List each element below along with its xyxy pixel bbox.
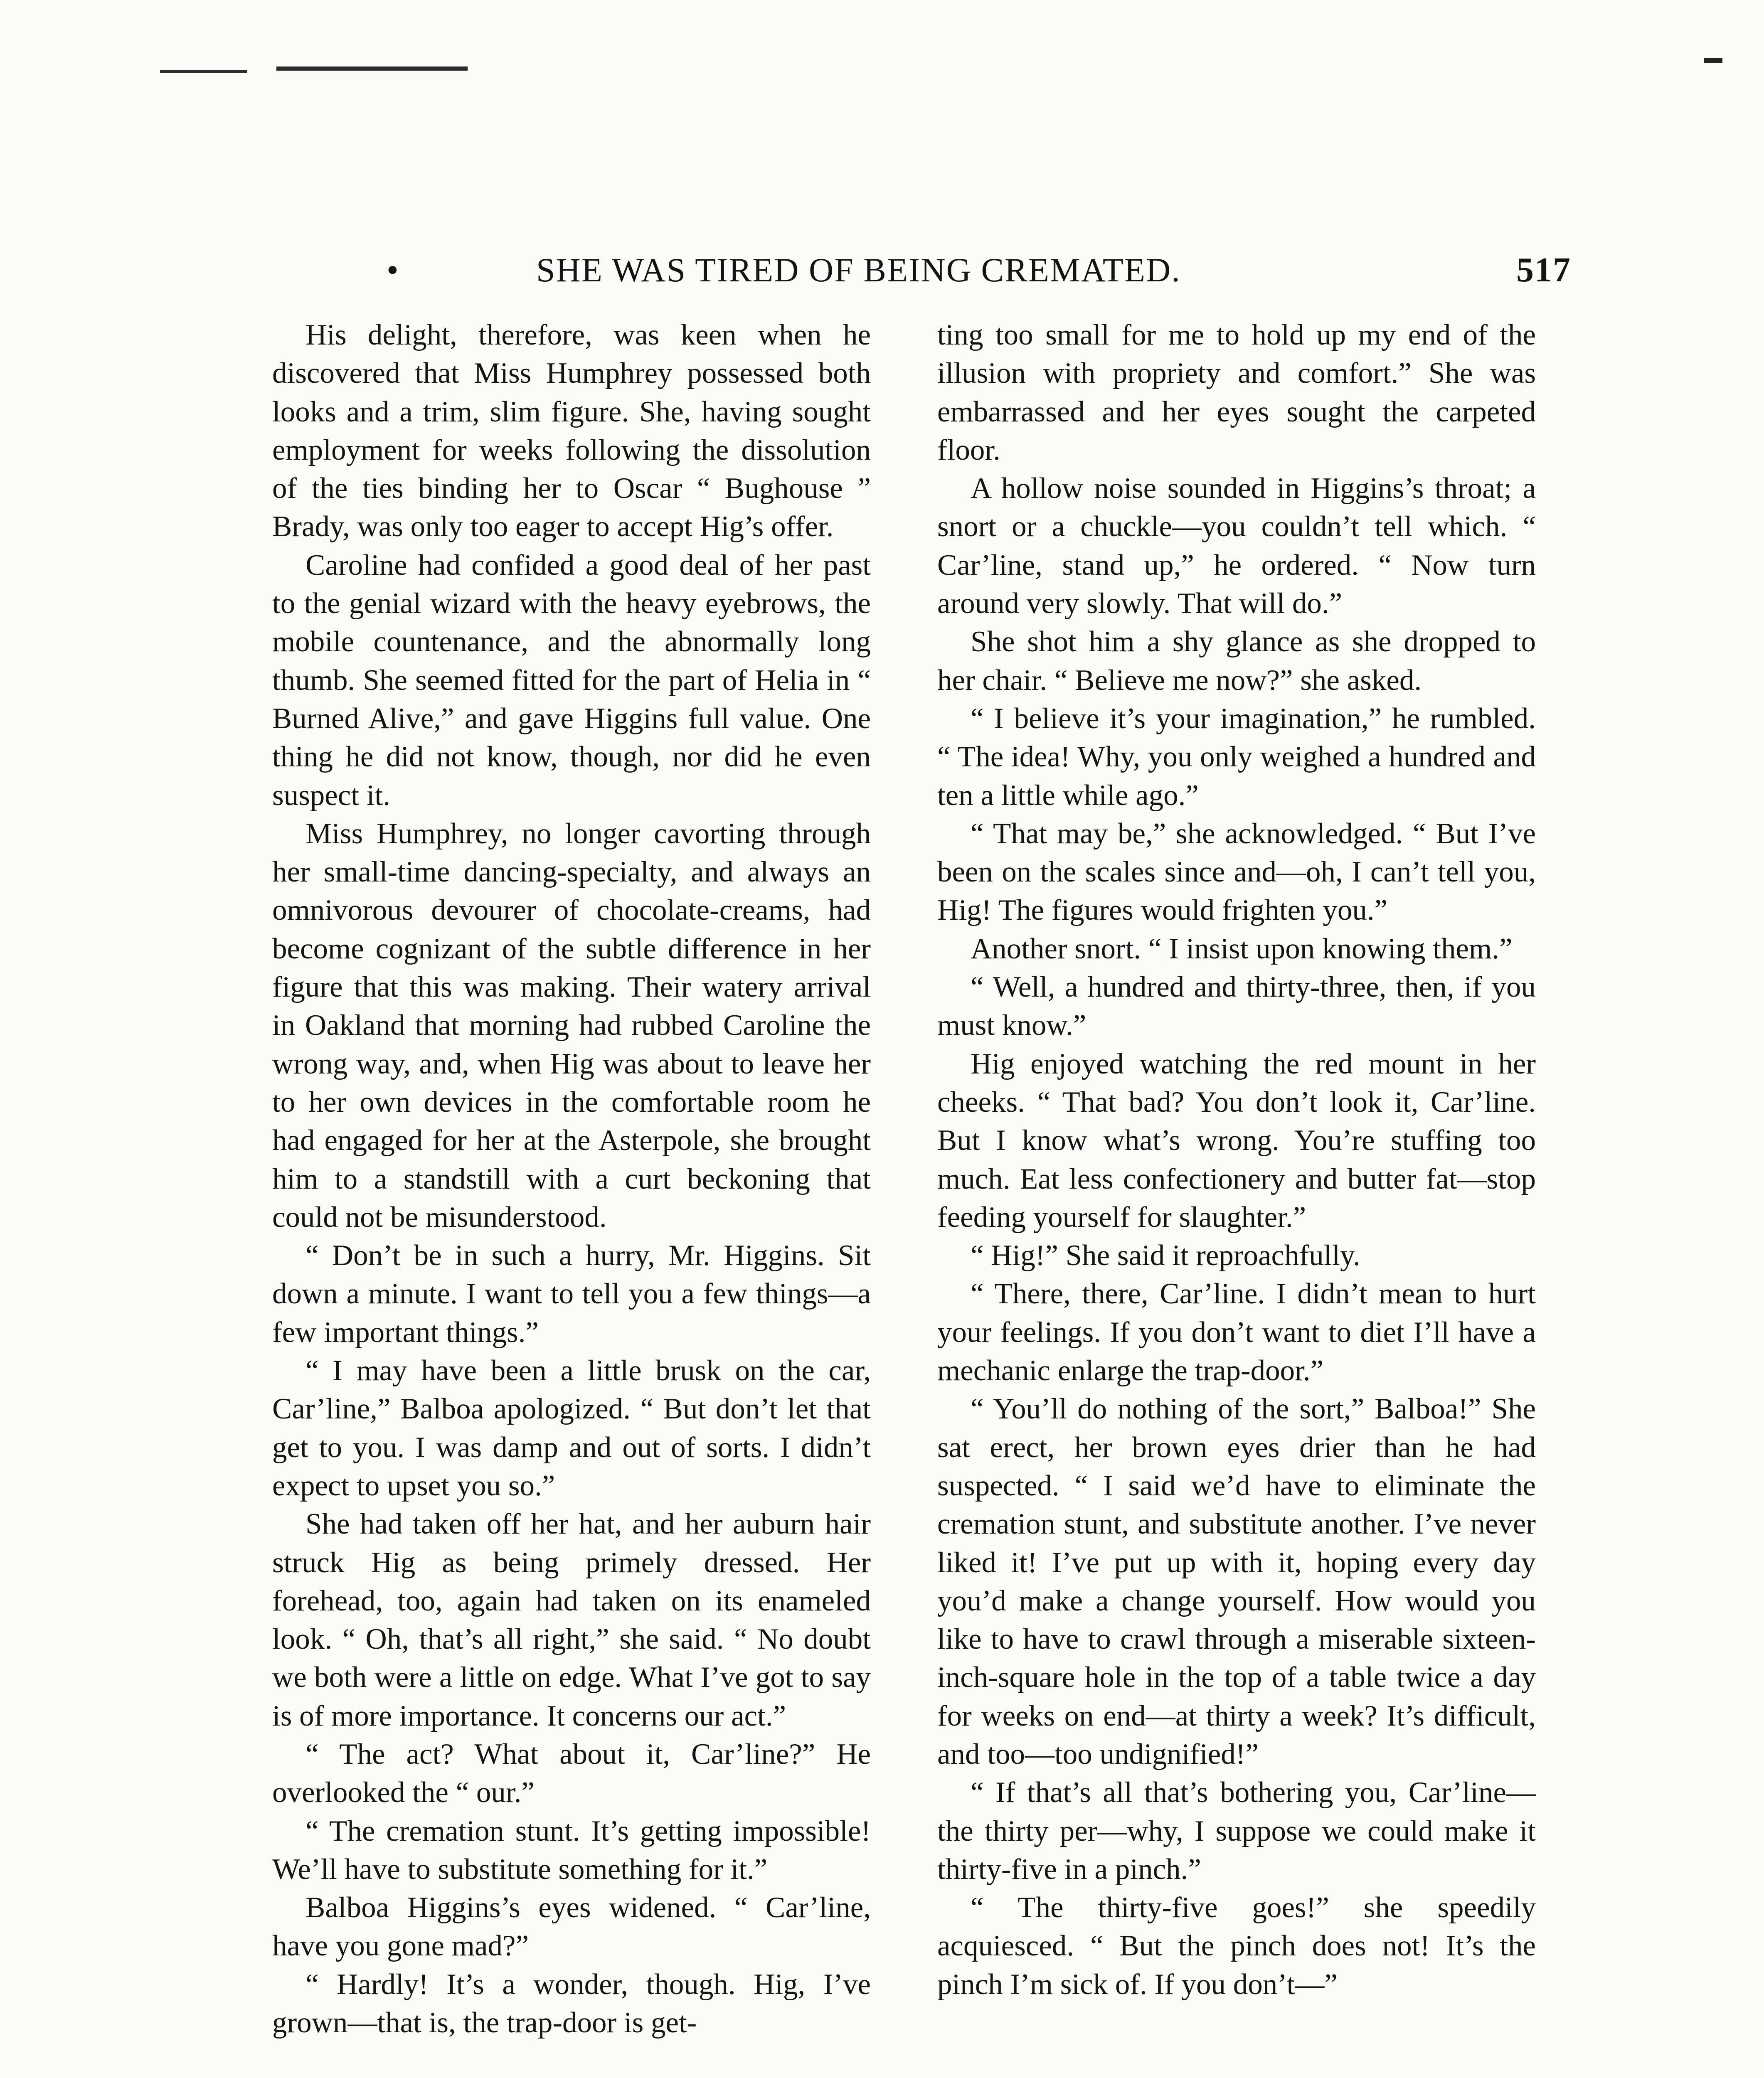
paragraph: She had taken off her hat, and her auburn hair struck Hig as being primely dressed. Her forehead, too, again had taken on its enameled look. “ Oh, that’s all right,” she said. “ No doubt we both were a little on edge. What I’ve got to say is of more importance. It concerns our act.” [272,1508,871,1732]
paragraph: “ Don’t be in such a hurry, Mr. Higgins. Sit down a minute. I want to tell you a few things—a few important things.” [272,1239,871,1349]
paragraph: “ Hig!” She said it reproachfully. [971,1239,1360,1272]
paragraph: “ The act? What about it, Car’line?” He overlooked the “ our.” [272,1738,871,1809]
right-text-column [937,316,1536,2004]
header-bullet: • [387,251,399,289]
left-text-column [272,316,871,2042]
paragraph: A hollow noise sounded in Higgins’s throat; a snort or a chuckle—you couldn’t tell which. “ Car’line, stand up,” he ordered. “ Now turn around very slowly. That will do.” [937,472,1536,620]
paragraph: Miss Humphrey, no longer cavorting through her small-time dancing-specialty, and always an omnivorous devourer of chocolate-creams, had become cognizant of the subtle difference in her figure that this was making. Their watery arrival in Oakland that morning had rubbed Caroline the wrong way, and, when Hig was about to leave her to her own devices in the comfortable room he had engaged for her at the Asterpole, she brought him to a standstill with a curt beckoning that could not be misunderstood. [272,817,871,1234]
paragraph: “ The thirty-five goes!” she speedily acquiesced. “ But the pinch does not! It’s the pinch I’m sick of. If you don’t—” [937,1891,1536,2001]
paragraph: “ The cremation stunt. It’s getting impossible! We’ll have to substitute something for it.” [272,1815,871,1886]
paragraph: “ Well, a hundred and thirty-three, then, if you must know.” [937,971,1536,1042]
running-header [387,247,1571,293]
paragraph: “ You’ll do nothing of the sort,” Balboa!” She sat erect, her brown eyes drier than he had suspected. “ I said we’d have to eliminate the cremation stunt, and substitute another. I’ve never liked it! I’ve put up with it, hoping every day you’d make a change yourself. How would you like to have to crawl through a miserable sixteen-inch-square hole in the top of a table twice a day for weeks on end—at thirty a week? It’s difficult, and too—too undignified!” [937,1393,1536,1770]
paragraph: “ That may be,” she acknowledged. “ But I’ve been on the scales since and—oh, I can’t tell you, Hig! The figures would frighten you.” [937,817,1536,927]
paragraph: ting too small for me to hold up my end of the illusion with propriety and comfort.” She was embarrassed and her eyes sought the carpeted floor. [937,319,1536,466]
paragraph: Caroline had confided a good deal of her past to the genial wizard with the heavy eyebrows, the mobile countenance, and the abnormally long thumb. She seemed fitted for the part of Helia in “ Burned Alive,” and gave Higgins full value. One thing he did not know, though, nor did he even suspect it. [272,549,871,812]
paragraph: Balboa Higgins’s eyes widened. “ Car’line, have you gone mad?” [272,1891,871,1962]
top-rule-short [160,70,247,73]
paragraph: “ There, there, Car’line. I didn’t mean to hurt your feelings. If you don’t want to diet I’ll have a mechanic enlarge the trap-door.” [937,1278,1536,1387]
corner-mark [1704,58,1722,63]
paragraph: “ I may have been a little brusk on the car, Car’line,” Balboa apologized. “ But don’t let that get to you. I was damp and out of sorts. I didn’t expect to upset you so.” [272,1354,871,1502]
running-title: SHE WAS TIRED OF BEING CREMATED. [536,251,1181,289]
paragraph: His delight, therefore, was keen when he discovered that Miss Humphrey possessed both looks and a trim, slim figure. She, having sought employment for weeks following the dissolution of the ties binding her to Oscar “ Bughouse ” Brady, was only too eager to accept Hig’s offer. [272,319,871,543]
paragraph: “ Hardly! It’s a wonder, though. Hig, I’ve grown—that is, the trap-door is get- [272,1968,871,2039]
top-rule-long [276,66,468,71]
paragraph: Hig enjoyed watching the red mount in her cheeks. “ That bad? You don’t look it, Car’line. But I know what’s wrong. You’re stuffing too much. Eat less confectionery and butter fat—stop feeding yourself for slaughter.” [937,1047,1536,1234]
paragraph: “ I believe it’s your imagination,” he rumbled. “ The idea! Why, you only weighed a hundred and ten a little while ago.” [937,702,1536,812]
page-number: 517 [1516,251,1571,289]
paragraph: “ If that’s all that’s bothering you, Car’line—the thirty per—why, I suppose we could make it thirty-five in a pinch.” [937,1776,1536,1886]
paragraph: She shot him a shy glance as she dropped to her chair. “ Believe me now?” she asked. [937,625,1536,697]
paragraph: Another snort. “ I insist upon knowing them.” [971,932,1513,965]
